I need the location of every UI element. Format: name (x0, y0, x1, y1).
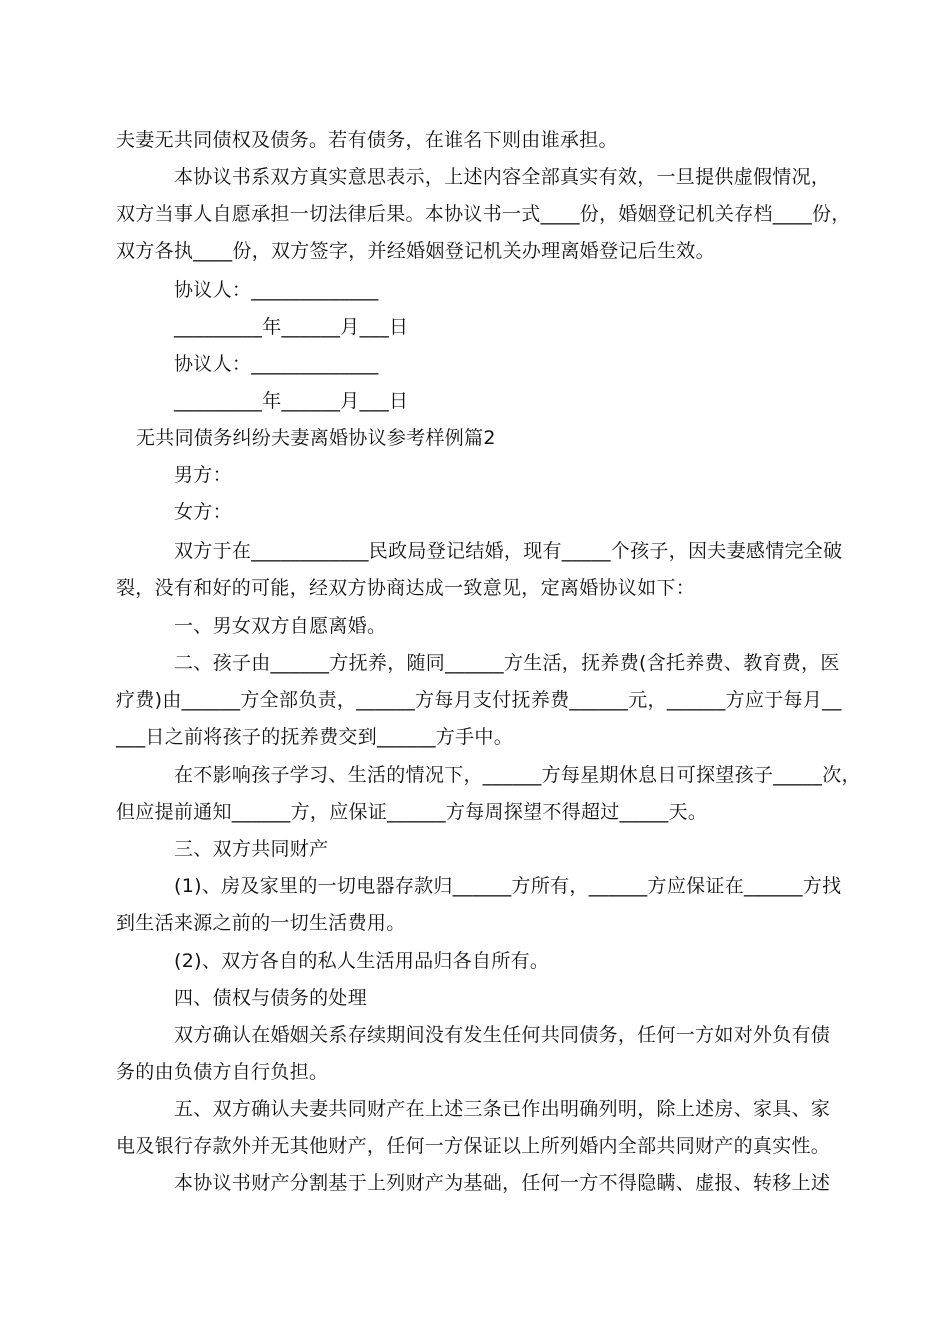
text-line: 裂，没有和好的可能，经双方协商达成一致意见，定离婚协议如下： (116, 577, 696, 599)
text-line: 本协议书财产分割基于上列财产为基础，任何一方不得隐瞒、虚报、转移上述 (174, 1172, 831, 1194)
text-line: 夫妻无共同债权及债务。若有债务，在谁名下则由谁承担。 (116, 129, 618, 151)
signer-line: 协议人：_____________ (174, 353, 379, 375)
text-line: (2)、双方各自的私人生活用品归各自所有。 (174, 950, 550, 972)
wife-label: 女方： (174, 501, 232, 523)
text-line: 五、双方确认夫妻共同财产在上述三条已作出明确列明，除上述房、家具、家 (174, 1098, 831, 1120)
text-line: ___日之前将孩子的抚养费交到______方手中。 (116, 726, 514, 748)
text-line: 电及银行存款外并无其他财产，任何一方保证以上所列婚内全部共同财产的真实性。 (116, 1135, 831, 1157)
signer-line: 协议人：_____________ (174, 279, 379, 301)
text-line: 二、孩子由______方抚养，随同______方生活，抚养费(含托养费、教育费，医 (174, 652, 840, 674)
clause-heading: 一、男女双方自愿离婚。 (174, 615, 387, 637)
text-line: 双方于在____________民政局登记结婚，现有_____个孩子，因夫妻感情完全破 (174, 540, 843, 562)
husband-label: 男方： (174, 464, 232, 486)
text-line: 但应提前通知______方，应保证______方每周探望不得超过_____天。 (116, 801, 708, 823)
text-line: 双方当事人自愿承担一切法律后果。本协议书一式____份，婚姻登记机关存档____份， (116, 203, 851, 225)
text-line: 到生活来源之前的一切生活费用。 (116, 912, 406, 934)
text-line: 疗费)由______方全部负责，______方每月支付抚养费______元，______方应于每月__ (116, 689, 842, 711)
text-line: 务的由负债方自行负担。 (116, 1061, 329, 1083)
date-line: _________年______月___日 (174, 316, 409, 338)
text-line: (1)、房及家里的一切电器存款归______方所有，______方应保证在______方找 (174, 875, 842, 897)
date-line: _________年______月___日 (174, 390, 409, 412)
clause-heading: 四、债权与债务的处理 (174, 987, 368, 1009)
text-line: 在不影响孩子学习、生活的情况下，______方每星期休息日可探望孩子_____次， (174, 764, 861, 786)
section-title: 无共同债务纠纷夫妻离婚协议参考样例篇2 (136, 427, 496, 449)
text-line: 双方各执____份，双方签字，并经婚姻登记机关办理离婚登记后生效。 (116, 240, 715, 262)
text-line: 本协议书系双方真实意思表示，上述内容全部真实有效，一旦提供虚假情况， (174, 166, 831, 188)
clause-heading: 三、双方共同财产 (174, 838, 329, 860)
text-line: 双方确认在婚姻关系存续期间没有发生任何共同债务，任何一方如对外负有债 (174, 1024, 831, 1046)
